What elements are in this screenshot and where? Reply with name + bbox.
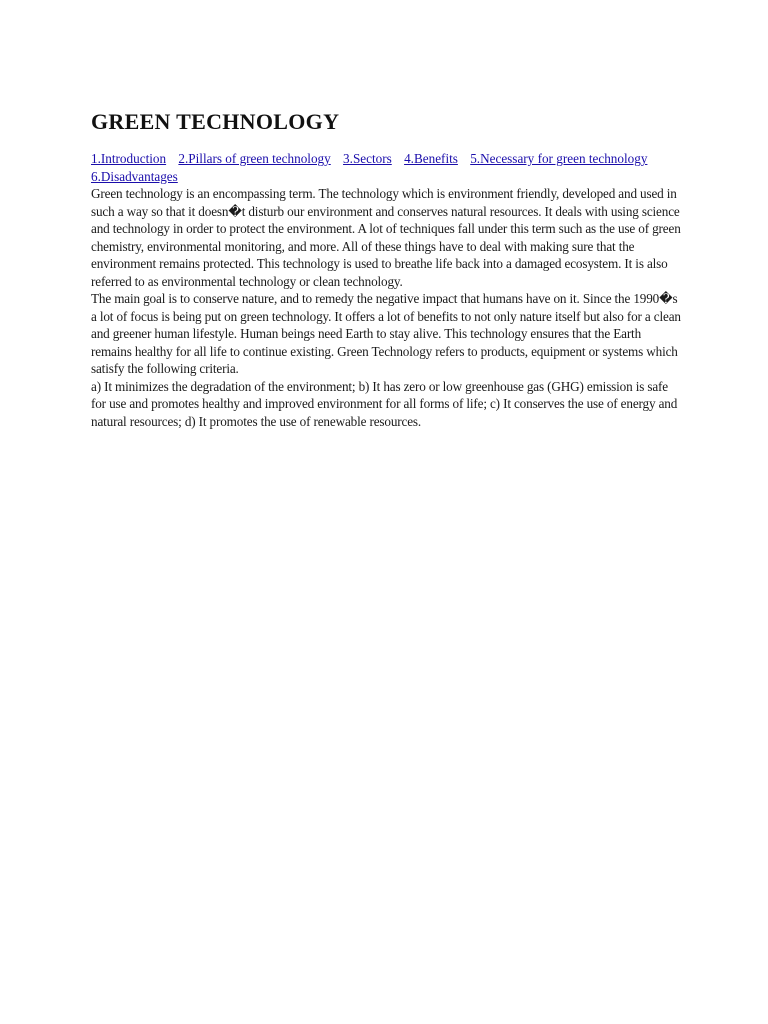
document-page: [91, 108, 683, 430]
page-title: GREEN TECHNOLOGY: [91, 109, 340, 134]
table-of-contents: [91, 150, 683, 185]
paragraph-introduction: Green technology is an encompassing term. The technology which is environment friendly, developed and used in such a way so that it doesn�t disturb our environment and conserves natural resources. It deals with using science and technology in order to protect the environment. A lot of techniques fall under this term such as the use of green chemistry, environmental monitoring, and more. All of these things have to deal with making sure that the environment remains protected. This technology is used to breathe life back into a damaged ecosystem. It is also referred to as environmental technology or clean technology.: [91, 186, 681, 289]
toc-link-pillars[interactable]: 2.Pillars of green technology: [178, 151, 331, 166]
toc-link-introduction[interactable]: 1.Introduction: [91, 151, 167, 166]
toc-link-sectors[interactable]: 3.Sectors: [343, 151, 392, 166]
toc-link-benefits[interactable]: 4.Benefits: [404, 151, 458, 166]
toc-link-necessary[interactable]: 5.Necessary for green technology: [470, 151, 648, 166]
paragraph-main-goal: The main goal is to conserve nature, and to remedy the negative impact that humans have on it. Since the 1990�s a lot of focus is being put on green technology. It offers a lot of benefits to not only nature itself but also for a clean and greener human lifestyle. Human beings need Earth to stay alive. This technology ensures that the Earth remains healthy for all life to continue existing. Green Technology refers to products, equipment or systems which satisfy the following criteria.: [91, 291, 681, 376]
paragraph-criteria: a) It minimizes the degradation of the environment; b) It has zero or low greenhouse gas (GHG) emission is safe for use and promotes healthy and improved environment for all forms of life; c) It conserves the use of energy and natural resources; d) It promotes the use of renewable resources.: [91, 378, 678, 429]
toc-link-disadvantages[interactable]: 6.Disadvantages: [91, 168, 178, 184]
